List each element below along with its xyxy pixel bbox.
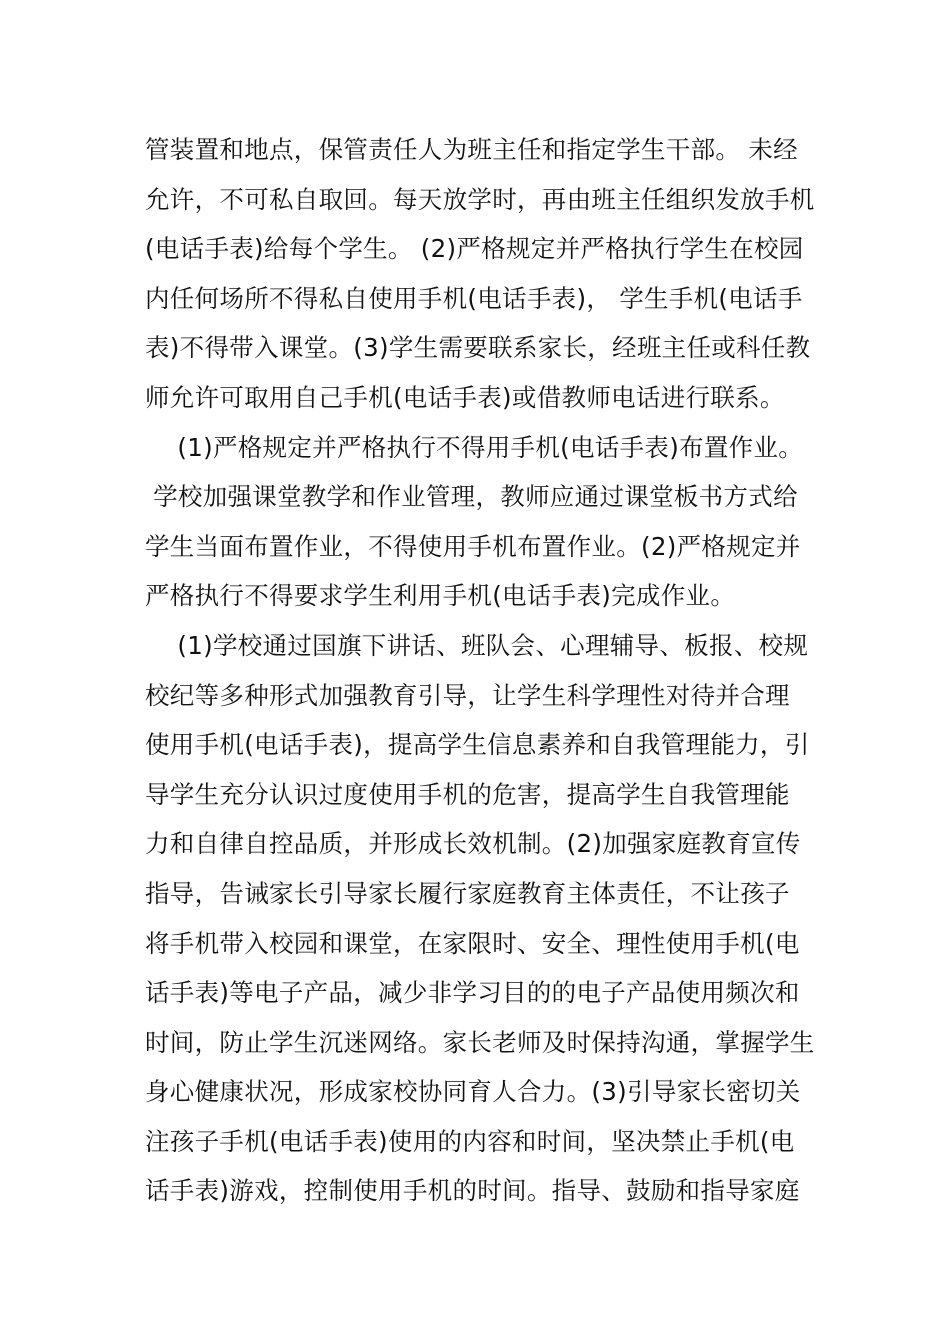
text-line: 使用手机(电话手表)，提高学生信息素养和自我管理能力，引 [145, 730, 810, 760]
text-line: (1)学校通过国旗下讲话、班队会、心理辅导、板报、校规 [145, 630, 809, 660]
text-line: 学校加强课堂教学和作业管理，教师应通过课堂板书方式给 [145, 482, 798, 512]
text-line: 指导，告诫家长引导家长履行家庭教育主体责任，不让孩子 [145, 878, 790, 908]
text-line: 注孩子手机(电话手表)使用的内容和时间，坚决禁止手机(电 [145, 1126, 795, 1156]
text-line: 师允许可取用自己手机(电话手表)或借教师电话进行联系。 [145, 382, 785, 412]
text-line: 话手表)等电子产品，减少非学习目的的电子产品使用频次和 [145, 978, 800, 1008]
text-line: 内任何场所不得私自使用手机(电话手表)， 学生手机(电话手 [145, 283, 803, 313]
text-line: (1)严格规定并严格执行不得用手机(电话手表)布置作业。 [145, 432, 804, 462]
text-line: 学生当面布置作业，不得使用手机布置作业。(2)严格规定并 [145, 531, 801, 561]
text-line: 力和自律自控品质，并形成长效机制。(2)加强家庭教育宣传 [145, 829, 801, 859]
body-text [145, 125, 825, 1216]
text-line: 身心健康状况，形成家校协同育人合力。(3)引导家长密切关 [145, 1077, 801, 1107]
text-line: 话手表)游戏，控制使用手机的时间。指导、鼓励和指导家庭 [145, 1176, 800, 1206]
text-line: 将手机带入校园和课堂，在家限时、安全、理性使用手机(电 [145, 928, 800, 958]
text-line: 管装置和地点，保管责任人为班主任和指定学生干部。 未经 [145, 135, 798, 164]
text-line: 校纪等多种形式加强教育引导，让学生科学理性对待并合理 [145, 680, 790, 710]
text-line: 允许，不可私自取回。每天放学时，再由班主任组织发放手机 [145, 184, 815, 214]
text-line: 导学生充分认识过度使用手机的危害，提高学生自我管理能 [145, 779, 790, 809]
text-line: 严格执行不得要求学生利用手机(电话手表)完成作业。 [145, 581, 736, 611]
text-line: 表)不得带入课堂。(3)学生需要联系家长，经班主任或科任教 [145, 333, 811, 363]
text-line: (电话手表)给每个学生。 (2)严格规定并严格执行学生在校园 [145, 234, 804, 264]
text-line: 时间，防止学生沉迷网络。家长老师及时保持沟通，掌握学生 [145, 1027, 815, 1057]
